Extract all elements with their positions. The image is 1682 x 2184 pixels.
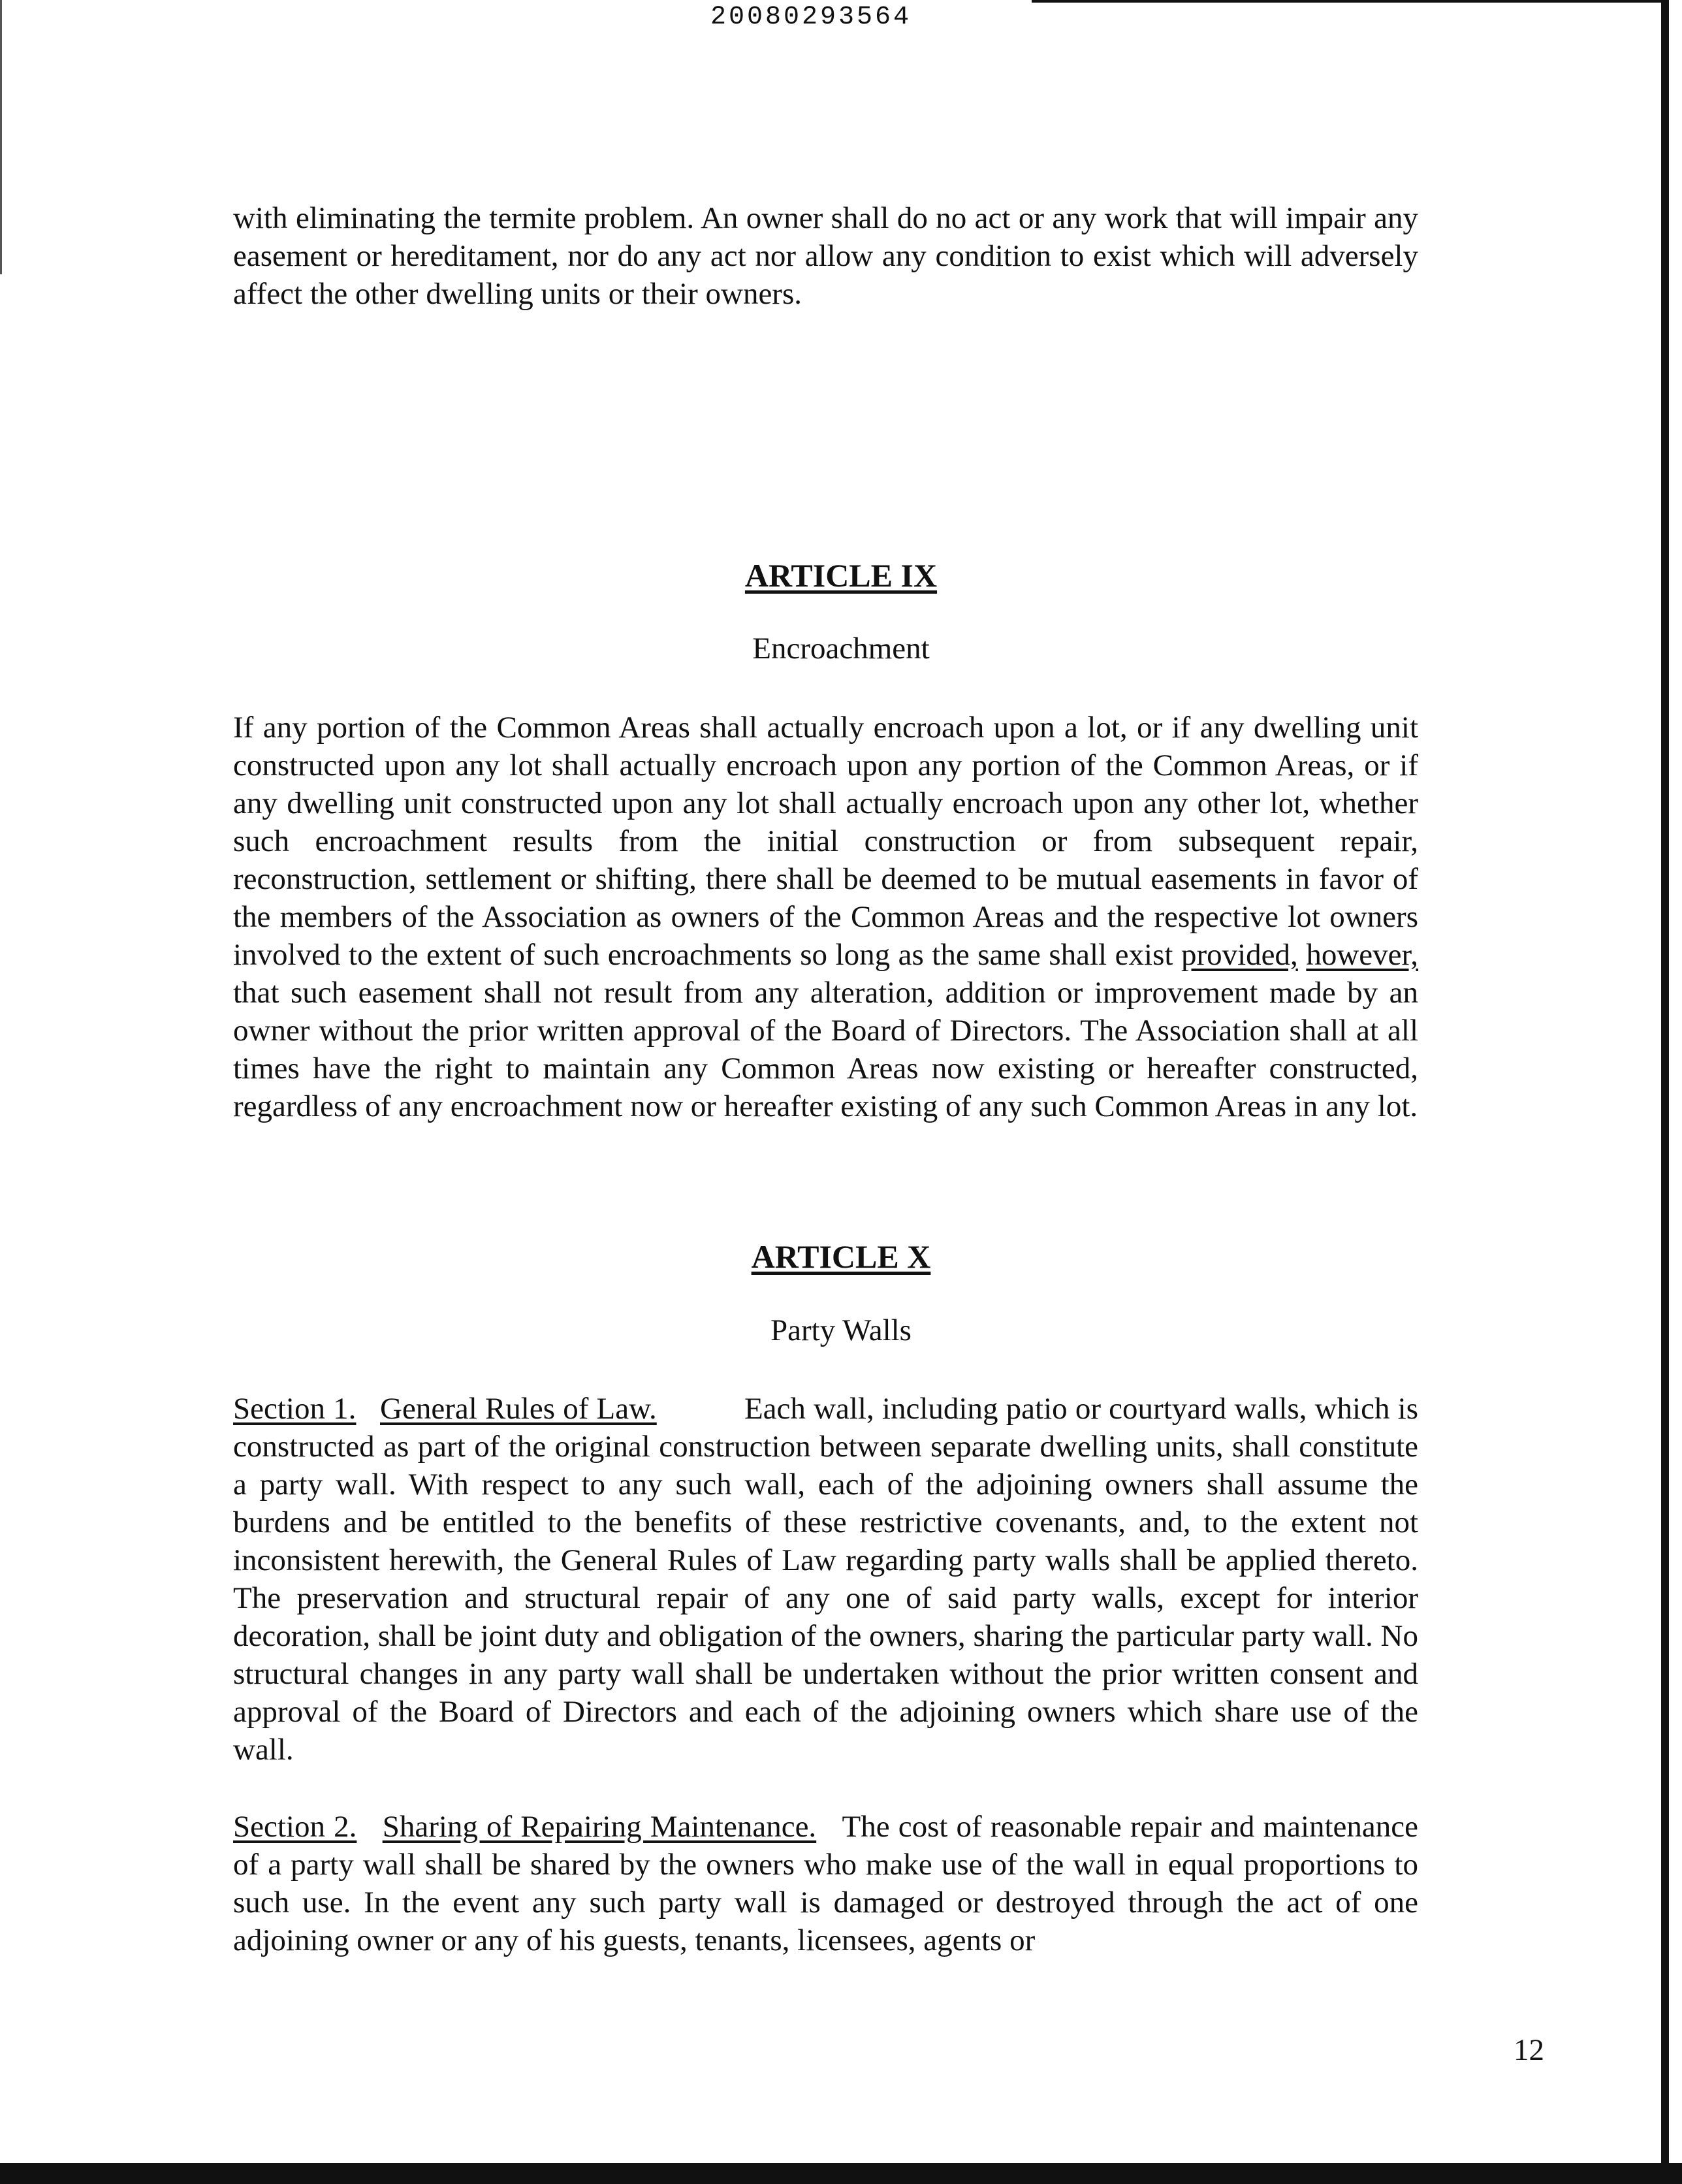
- article-ix-heading: ARTICLE IX: [744, 557, 938, 594]
- intro-paragraph-block: [233, 199, 1418, 313]
- document-number: 20080293564: [710, 3, 912, 32]
- section-1-text: Each wall, including patio or courtyard walls, which is constructed as part of the original construction between separate dwelling units, shall constitute a party wall. With respect to any such wall, each of the adjoining owners shall assume the burdens and be entitled to the benefits of these restrictive covenants, and, to the extent not inconsistent herewith, the General Rules of Law regarding party walls shall be applied thereto. The preservation and structural repair of any one of said party walls, except for interior decoration, shall be joint duty and obligation of the owners, sharing the particular party wall. No structural changes in any party wall shall be undertaken without the prior written consent and approval of the Board of Directors and each of the adjoining owners which share use of the wall.: [233, 1392, 1419, 1767]
- intro-paragraph: with eliminating the termite problem. An owner shall do no act or any work that will impair any easement or hereditament, nor do any act nor allow any condition to exist which will adversely affect the other dwelling units or their owners.: [233, 201, 1418, 311]
- section-2-title: Sharing of Repairing Maintenance.: [382, 1810, 817, 1844]
- article-ix-text-before: If any portion of the Common Areas shall actually encroach upon a lot, or if any dwelling unit constructed upon any lot shall actually encroach upon any portion of the Common Areas, or if any dwelling unit constructed upon any lot shall actually encroach upon any other lot, whether such encroachment results from the initial construction or from subsequent repair, reconstruction, settlement or shifting, there shall be deemed to be mutual easements in favor of the members of the Association as owners of the Common Areas and the respective lot owners involved to the extent of such encroachments so long as the same shall exist: [233, 711, 1418, 972]
- article-ix-title: Encroachment: [752, 632, 930, 666]
- article-ix-body: [233, 709, 1418, 1125]
- article-x-heading: ARTICLE X: [751, 1238, 931, 1275]
- section-2-block: [233, 1808, 1418, 1959]
- article-ix-text-after: that such easement shall not result from any alteration, addition or improvement made by an owner without the prior written approval of the Board of Directors. The Association shall at all times have the right to maintain any Common Areas now existing or hereafter constructed, regardless of any encroachment now or hereafter existing of any such Common Areas in any lot.: [233, 976, 1418, 1123]
- section-2-paragraph: [233, 1808, 1418, 1959]
- section-2-text: The cost of reasonable repair and maintenance of a party wall shall be shared by the owners who make use of the wall in equal proportions to such use. In the event any such party wall is damaged or destroyed through the act of one adjoining owner or any of his guests, tenants, licensees, agents or: [233, 1810, 1419, 1957]
- however-emphasis: however,: [1306, 938, 1419, 972]
- section-1-paragraph: [233, 1390, 1418, 1769]
- page-border-bottom: [0, 2163, 1682, 2184]
- article-x-title: Party Walls: [770, 1313, 912, 1347]
- section-1-label: Section 1.: [233, 1392, 357, 1426]
- article-ix-paragraph: [233, 709, 1418, 1125]
- page-border-left: [0, 0, 2, 274]
- page-border-right: [1661, 0, 1669, 2163]
- section-1-title: General Rules of Law.: [380, 1392, 657, 1426]
- page-border-top: [1032, 0, 1669, 3]
- page-number: 12: [1514, 2033, 1544, 2067]
- provided-emphasis: provided,: [1181, 938, 1298, 972]
- section-1-block: [233, 1390, 1418, 1769]
- section-2-label: Section 2.: [233, 1810, 357, 1844]
